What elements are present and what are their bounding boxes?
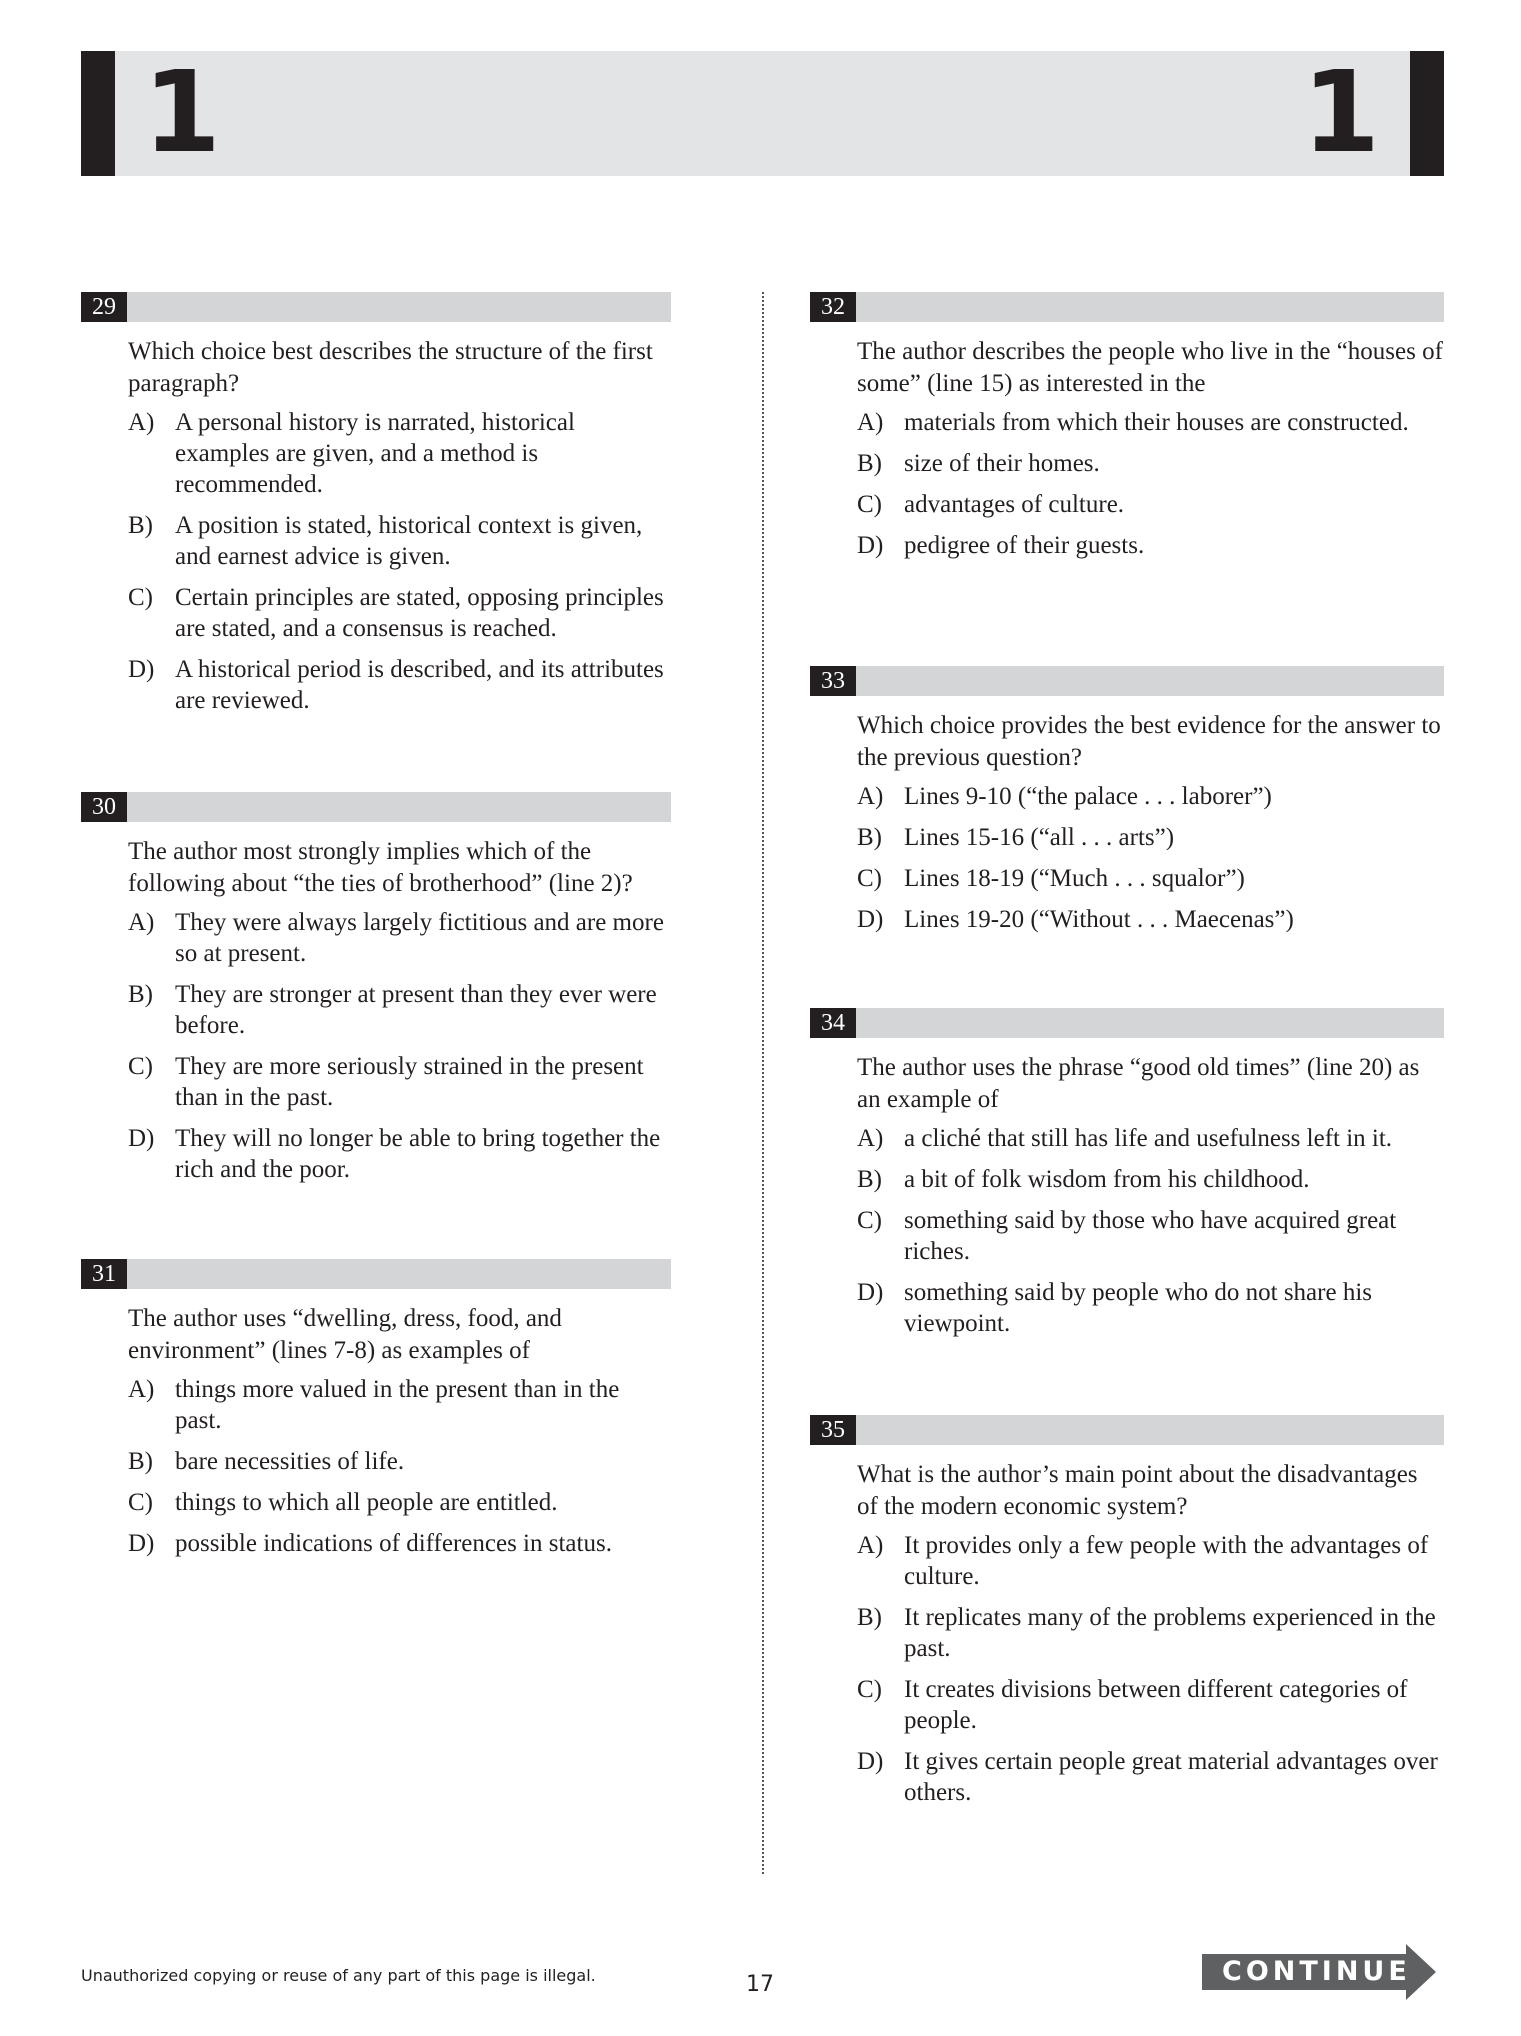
choice-c[interactable] — [857, 1674, 1444, 1736]
question-header-bar — [810, 1415, 1444, 1445]
question-stem: What is the author’s main point about the disadvantages of the modern economic system? — [857, 1461, 1418, 1520]
section-number-right: 1 — [1302, 48, 1380, 178]
choice-d[interactable] — [128, 1123, 671, 1185]
choice-text: pedigree of their guests. — [904, 532, 1145, 559]
choice-d[interactable] — [128, 654, 671, 716]
choice-text: something said by those who have acquired great riches. — [904, 1207, 1397, 1265]
section-header-bar — [81, 48, 1444, 178]
question-header-bar — [810, 292, 1444, 322]
choice-text: possible indications of differences in status. — [175, 1530, 612, 1557]
question-32 — [810, 292, 1444, 571]
choice-text: A historical period is described, and its attributes are reviewed. — [175, 656, 664, 714]
question-stem: Which choice provides the best evidence for the answer to the previous question? — [857, 712, 1441, 771]
section-bar-left-edge — [81, 51, 115, 176]
question-number: 30 — [81, 792, 127, 822]
choice-d[interactable] — [857, 1277, 1444, 1339]
question-number: 33 — [810, 666, 856, 696]
choice-letter: C) — [857, 865, 882, 892]
choice-b[interactable] — [128, 979, 671, 1041]
question-header-bar — [81, 292, 671, 322]
choice-letter: D) — [857, 1279, 884, 1306]
question-30 — [81, 792, 671, 1195]
choice-b[interactable] — [857, 1602, 1444, 1664]
choice-text: things to which all people are entitled. — [175, 1489, 558, 1516]
page-number: 17 — [746, 1972, 774, 1997]
choice-letter: D) — [857, 1748, 884, 1775]
choice-d[interactable] — [857, 1746, 1444, 1808]
choice-text: Certain principles are stated, opposing principles are stated, and a consensus is reached. — [175, 584, 664, 642]
section-bar-right-edge — [1410, 51, 1444, 176]
question-header-bar — [810, 1008, 1444, 1038]
choice-text: A personal history is narrated, historical examples are given, and a method is recommended. — [175, 409, 575, 498]
choice-d[interactable] — [857, 904, 1444, 935]
choice-a[interactable] — [857, 781, 1444, 812]
question-number: 34 — [810, 1008, 856, 1038]
choice-d[interactable] — [857, 530, 1444, 561]
question-stem: Which choice best describes the structure of the first paragraph? — [128, 338, 653, 397]
choice-b[interactable] — [857, 822, 1444, 853]
continue-label: CONTINUE — [1222, 1956, 1411, 1987]
choice-text: a bit of folk wisdom from his childhood. — [904, 1166, 1310, 1193]
choice-b[interactable] — [857, 1164, 1444, 1195]
choice-letter: B) — [128, 981, 153, 1008]
choice-letter: C) — [128, 1053, 153, 1080]
choice-letter: B) — [857, 824, 882, 851]
choice-text: They were always largely fictitious and are more so at present. — [175, 909, 664, 967]
choice-text: something said by people who do not share his viewpoint. — [904, 1279, 1372, 1337]
choice-letter: C) — [128, 584, 153, 611]
question-stem: The author uses the phrase “good old times” (line 20) as an example of — [857, 1054, 1420, 1113]
choice-c[interactable] — [128, 1487, 671, 1518]
question-34 — [810, 1008, 1444, 1349]
choice-letter: B) — [857, 1166, 882, 1193]
choice-text: It gives certain people great material advantages over others. — [904, 1748, 1438, 1806]
answer-choices — [128, 1374, 671, 1559]
choice-letter: D) — [128, 656, 155, 683]
choice-text: bare necessities of life. — [175, 1448, 405, 1475]
choice-letter: B) — [857, 450, 882, 477]
column-divider — [762, 292, 764, 1874]
question-29 — [81, 292, 671, 726]
choice-b[interactable] — [128, 510, 671, 572]
choice-letter: A) — [857, 1532, 884, 1559]
question-stem: The author most strongly implies which of the following about “the ties of brotherhood” (line 2)? — [128, 838, 633, 897]
choice-c[interactable] — [128, 1051, 671, 1113]
answer-choices — [857, 781, 1444, 935]
choice-a[interactable] — [857, 1530, 1444, 1592]
choice-text: They are stronger at present than they ever were before. — [175, 981, 657, 1039]
answer-choices — [857, 407, 1444, 561]
choice-text: materials from which their houses are constructed. — [904, 409, 1409, 436]
question-number: 29 — [81, 292, 127, 322]
choice-d[interactable] — [128, 1528, 671, 1559]
question-number: 35 — [810, 1415, 856, 1445]
answer-choices — [128, 907, 671, 1185]
answer-choices — [128, 407, 671, 716]
choice-letter: A) — [857, 409, 884, 436]
choice-text: Lines 18-19 (“Much . . . squalor”) — [904, 865, 1245, 892]
answer-choices — [857, 1123, 1444, 1339]
question-number: 32 — [810, 292, 856, 322]
question-number: 31 — [81, 1259, 127, 1289]
choice-text: A position is stated, historical context is given, and earnest advice is given. — [175, 512, 643, 570]
choice-text: things more valued in the present than in the past. — [175, 1376, 620, 1434]
choice-b[interactable] — [857, 448, 1444, 479]
continue-button[interactable] — [1202, 1944, 1438, 2000]
choice-letter: C) — [857, 1676, 882, 1703]
question-header-bar — [81, 1259, 671, 1289]
question-stem: The author uses “dwelling, dress, food, and environment” (lines 7-8) as examples of — [128, 1305, 562, 1364]
question-31 — [81, 1259, 671, 1569]
choice-letter: D) — [857, 906, 884, 933]
choice-text: a cliché that still has life and usefulness left in it. — [904, 1125, 1393, 1152]
choice-letter: B) — [128, 512, 153, 539]
choice-letter: C) — [857, 1207, 882, 1234]
choice-letter: A) — [857, 783, 884, 810]
choice-letter: C) — [857, 491, 882, 518]
choice-a[interactable] — [128, 907, 671, 969]
choice-text: It creates divisions between different categories of people. — [904, 1676, 1408, 1734]
choice-letter: B) — [857, 1604, 882, 1631]
choice-letter: A) — [128, 1376, 155, 1403]
choice-text: It replicates many of the problems experienced in the past. — [904, 1604, 1436, 1662]
choice-text: Lines 19-20 (“Without . . . Maecenas”) — [904, 906, 1294, 933]
copyright-notice: Unauthorized copying or reuse of any part of this page is illegal. — [81, 1966, 596, 1985]
choice-c[interactable] — [128, 582, 671, 644]
choice-c[interactable] — [857, 489, 1444, 520]
choice-letter: A) — [857, 1125, 884, 1152]
choice-c[interactable] — [857, 1205, 1444, 1267]
answer-choices — [857, 1530, 1444, 1808]
choice-letter: D) — [857, 532, 884, 559]
choice-text: Lines 9-10 (“the palace . . . laborer”) — [904, 783, 1272, 810]
choice-a[interactable] — [128, 407, 671, 500]
choice-letter: C) — [128, 1489, 153, 1516]
choice-letter: D) — [128, 1125, 155, 1152]
choice-letter: B) — [128, 1448, 153, 1475]
choice-text: size of their homes. — [904, 450, 1100, 477]
choice-text: advantages of culture. — [904, 491, 1125, 518]
question-33 — [810, 666, 1444, 945]
question-header-bar — [81, 792, 671, 822]
choice-letter: D) — [128, 1530, 155, 1557]
choice-c[interactable] — [857, 863, 1444, 894]
choice-text: They will no longer be able to bring together the rich and the poor. — [175, 1125, 661, 1183]
choice-b[interactable] — [128, 1446, 671, 1477]
choice-a[interactable] — [128, 1374, 671, 1436]
question-35 — [810, 1415, 1444, 1818]
section-number-left: 1 — [143, 48, 221, 178]
choice-letter: A) — [128, 909, 155, 936]
question-header-bar — [810, 666, 1444, 696]
choice-a[interactable] — [857, 407, 1444, 438]
choice-text: They are more seriously strained in the present than in the past. — [175, 1053, 644, 1111]
choice-letter: A) — [128, 409, 155, 436]
question-stem: The author describes the people who live in the “houses of some” (line 15) as interested in the — [857, 338, 1443, 397]
choice-text: Lines 15-16 (“all . . . arts”) — [904, 824, 1175, 851]
choice-text: It provides only a few people with the advantages of culture. — [904, 1532, 1429, 1590]
choice-a[interactable] — [857, 1123, 1444, 1154]
